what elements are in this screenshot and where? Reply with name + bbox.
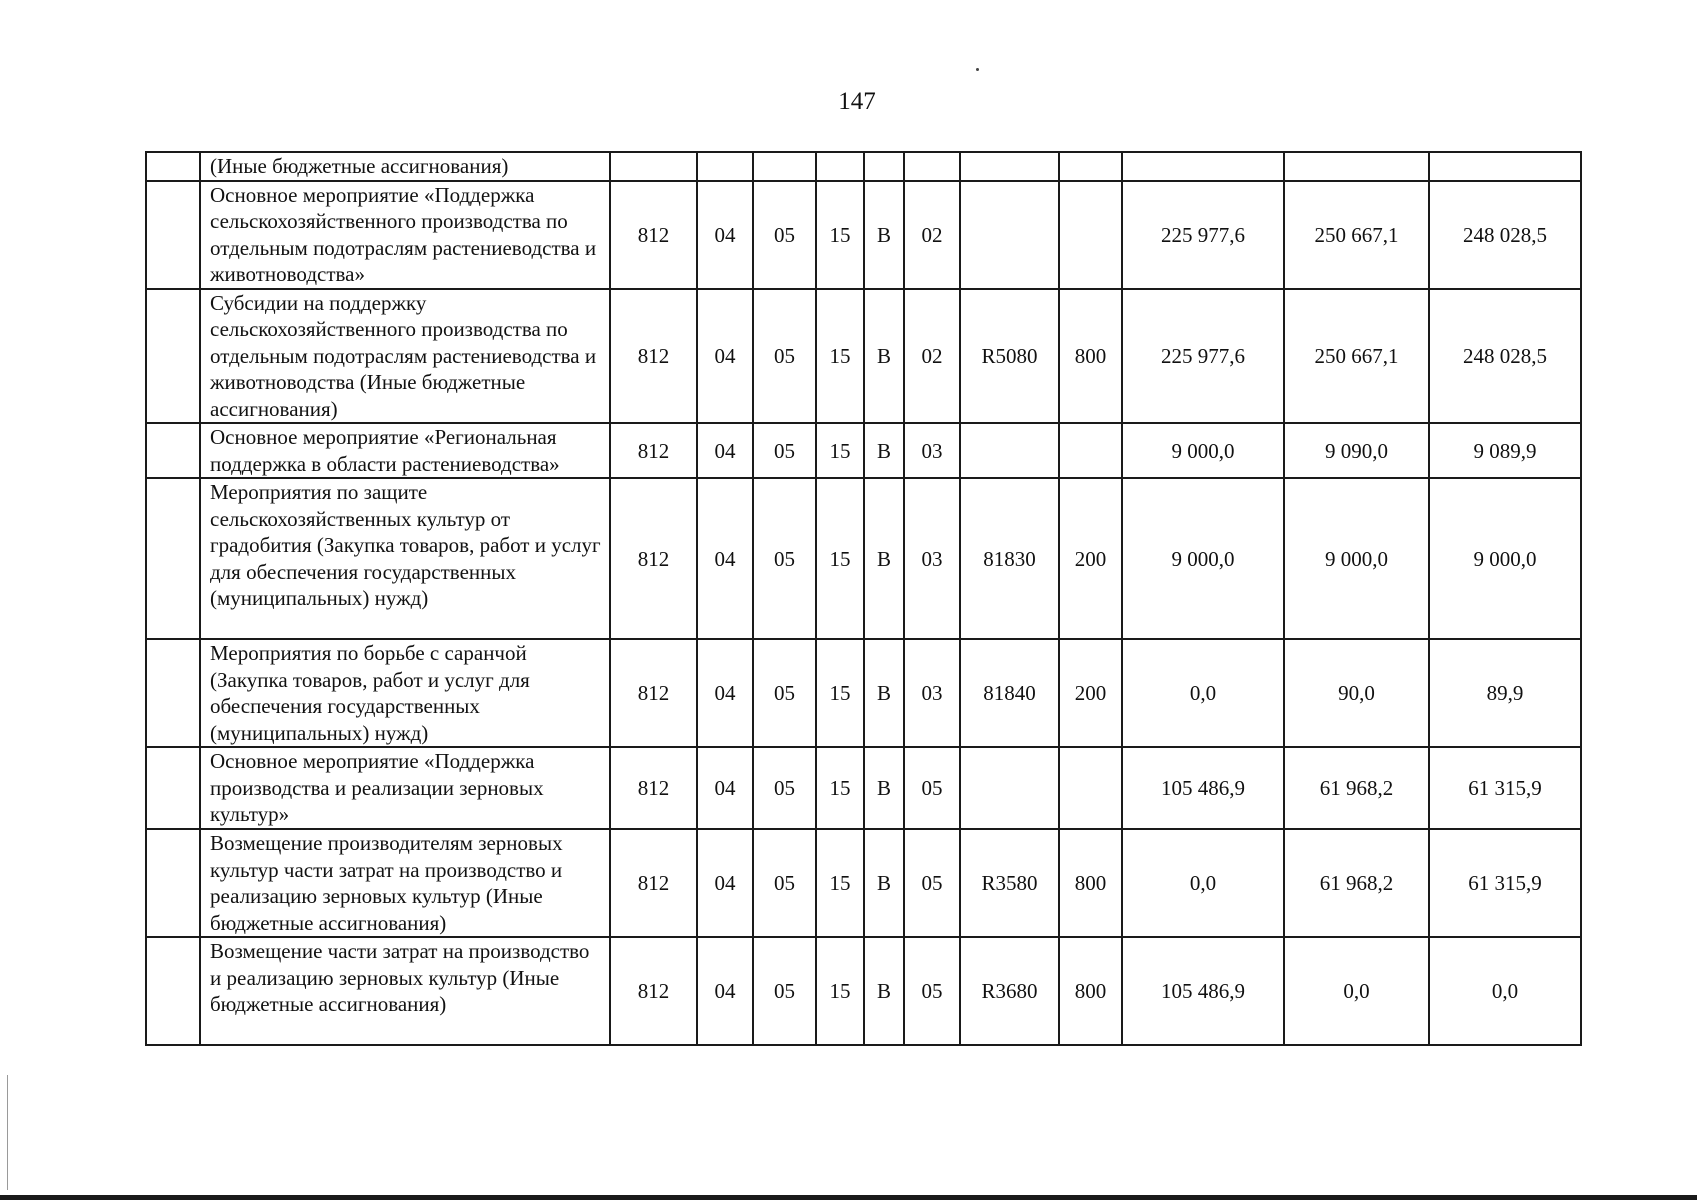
amount-year3-cell: 248 028,5 <box>1429 289 1581 424</box>
amount-year2-cell: 250 667,1 <box>1284 181 1429 289</box>
table-row <box>146 829 1581 937</box>
row-number-cell <box>146 747 200 829</box>
subsection-code-cell: 05 <box>753 747 816 829</box>
item-name-cell: Возмещение производителям зерновых культур части затрат на производство и реализацию зерновых культур (Иные бюджетные ассигнования) <box>200 829 610 937</box>
activity-code-cell: 02 <box>904 289 960 424</box>
amount-year2-cell: 90,0 <box>1284 639 1429 747</box>
direction-code-cell: 81840 <box>960 639 1059 747</box>
grbs-code-cell: 812 <box>610 181 697 289</box>
item-name-cell: Возмещение части затрат на производство и реализацию зерновых культур (Иные бюджетные ассигнования) <box>200 937 610 1045</box>
table-row <box>146 152 1581 181</box>
direction-code-cell: R5080 <box>960 289 1059 424</box>
amount-year3-cell: 89,9 <box>1429 639 1581 747</box>
table-row <box>146 478 1581 639</box>
subprogram-code-cell: В <box>864 478 904 639</box>
table-row <box>146 639 1581 747</box>
direction-code-cell: R3680 <box>960 937 1059 1045</box>
table-row <box>146 747 1581 829</box>
subsection-code-cell: 05 <box>753 289 816 424</box>
amount-year3-cell: 9 089,9 <box>1429 423 1581 478</box>
section-code-cell: 04 <box>697 478 753 639</box>
subsection-code-cell: 05 <box>753 423 816 478</box>
section-code-cell: 04 <box>697 937 753 1045</box>
amount-year2-cell: 9 000,0 <box>1284 478 1429 639</box>
program-code-cell: 15 <box>816 478 864 639</box>
item-name-cell: Основное мероприятие «Региональная поддержка в области растениеводства» <box>200 423 610 478</box>
subprogram-code-cell: В <box>864 937 904 1045</box>
grbs-code-cell <box>610 152 697 181</box>
grbs-code-cell: 812 <box>610 478 697 639</box>
program-code-cell: 15 <box>816 639 864 747</box>
subprogram-code-cell: В <box>864 181 904 289</box>
grbs-code-cell: 812 <box>610 289 697 424</box>
subprogram-code-cell <box>864 152 904 181</box>
table-row <box>146 289 1581 424</box>
grbs-code-cell: 812 <box>610 423 697 478</box>
program-code-cell: 15 <box>816 937 864 1045</box>
amount-year2-cell <box>1284 152 1429 181</box>
direction-code-cell: R3580 <box>960 829 1059 937</box>
direction-code-cell <box>960 747 1059 829</box>
subsection-code-cell: 05 <box>753 478 816 639</box>
activity-code-cell: 05 <box>904 829 960 937</box>
grbs-code-cell: 812 <box>610 937 697 1045</box>
subsection-code-cell <box>753 152 816 181</box>
expense-type-cell <box>1059 181 1122 289</box>
subsection-code-cell: 05 <box>753 937 816 1045</box>
activity-code-cell: 05 <box>904 747 960 829</box>
amount-year3-cell: 61 315,9 <box>1429 747 1581 829</box>
expense-type-cell: 800 <box>1059 937 1122 1045</box>
row-number-cell <box>146 478 200 639</box>
scan-bottom-border <box>0 1195 1697 1200</box>
amount-year2-cell: 250 667,1 <box>1284 289 1429 424</box>
row-number-cell <box>146 423 200 478</box>
amount-year1-cell: 105 486,9 <box>1122 937 1284 1045</box>
amount-year2-cell: 0,0 <box>1284 937 1429 1045</box>
amount-year3-cell: 61 315,9 <box>1429 829 1581 937</box>
activity-code-cell <box>904 152 960 181</box>
row-number-cell <box>146 829 200 937</box>
expense-type-cell: 800 <box>1059 829 1122 937</box>
item-name-cell: Мероприятия по борьбе с саранчой (Закупка товаров, работ и услуг для обеспечения государственных (муниципальных) нужд) <box>200 639 610 747</box>
row-number-cell <box>146 152 200 181</box>
row-number-cell <box>146 639 200 747</box>
program-code-cell: 15 <box>816 181 864 289</box>
subprogram-code-cell: В <box>864 639 904 747</box>
item-name-cell: (Иные бюджетные ассигнования) <box>200 152 610 181</box>
budget-table <box>145 151 1582 1046</box>
direction-code-cell <box>960 423 1059 478</box>
section-code-cell: 04 <box>697 747 753 829</box>
amount-year3-cell: 248 028,5 <box>1429 181 1581 289</box>
expense-type-cell: 200 <box>1059 639 1122 747</box>
amount-year3-cell: 9 000,0 <box>1429 478 1581 639</box>
amount-year2-cell: 61 968,2 <box>1284 829 1429 937</box>
activity-code-cell: 03 <box>904 423 960 478</box>
amount-year1-cell: 0,0 <box>1122 829 1284 937</box>
subprogram-code-cell: В <box>864 747 904 829</box>
subprogram-code-cell: В <box>864 423 904 478</box>
grbs-code-cell: 812 <box>610 639 697 747</box>
amount-year3-cell <box>1429 152 1581 181</box>
direction-code-cell <box>960 152 1059 181</box>
subprogram-code-cell: В <box>864 289 904 424</box>
grbs-code-cell: 812 <box>610 829 697 937</box>
section-code-cell: 04 <box>697 181 753 289</box>
scan-edge-line <box>7 1075 8 1190</box>
section-code-cell: 04 <box>697 289 753 424</box>
expense-type-cell: 800 <box>1059 289 1122 424</box>
section-code-cell: 04 <box>697 829 753 937</box>
program-code-cell: 15 <box>816 829 864 937</box>
expense-type-cell <box>1059 152 1122 181</box>
amount-year2-cell: 9 090,0 <box>1284 423 1429 478</box>
subprogram-code-cell: В <box>864 829 904 937</box>
activity-code-cell: 05 <box>904 937 960 1045</box>
program-code-cell: 15 <box>816 423 864 478</box>
item-name-cell: Основное мероприятие «Поддержка сельскохозяйственного производства по отдельным подотраслям растениеводства и животноводства» <box>200 181 610 289</box>
item-name-cell: Мероприятия по защите сельскохозяйственных культур от градобития (Закупка товаров, работ и услуг для обеспечения государственных (муниципальных) нужд) <box>200 478 610 639</box>
amount-year2-cell: 61 968,2 <box>1284 747 1429 829</box>
item-name-cell: Основное мероприятие «Поддержка производства и реализации зерновых культур» <box>200 747 610 829</box>
expense-type-cell <box>1059 747 1122 829</box>
subsection-code-cell: 05 <box>753 639 816 747</box>
amount-year1-cell: 9 000,0 <box>1122 423 1284 478</box>
section-code-cell: 04 <box>697 639 753 747</box>
row-number-cell <box>146 181 200 289</box>
subsection-code-cell: 05 <box>753 181 816 289</box>
row-number-cell <box>146 289 200 424</box>
program-code-cell <box>816 152 864 181</box>
item-name-cell: Субсидии на поддержку сельскохозяйственного производства по отдельным подотраслям растениеводства и животноводства (Иные бюджетные ассигнования) <box>200 289 610 424</box>
table-row <box>146 937 1581 1045</box>
scan-speck <box>976 68 979 71</box>
activity-code-cell: 03 <box>904 478 960 639</box>
table-row <box>146 423 1581 478</box>
activity-code-cell: 03 <box>904 639 960 747</box>
direction-code-cell <box>960 181 1059 289</box>
grbs-code-cell: 812 <box>610 747 697 829</box>
amount-year1-cell <box>1122 152 1284 181</box>
section-code-cell: 04 <box>697 423 753 478</box>
amount-year1-cell: 225 977,6 <box>1122 289 1284 424</box>
amount-year1-cell: 9 000,0 <box>1122 478 1284 639</box>
amount-year1-cell: 225 977,6 <box>1122 181 1284 289</box>
section-code-cell <box>697 152 753 181</box>
activity-code-cell: 02 <box>904 181 960 289</box>
program-code-cell: 15 <box>816 747 864 829</box>
amount-year1-cell: 105 486,9 <box>1122 747 1284 829</box>
amount-year1-cell: 0,0 <box>1122 639 1284 747</box>
page-number: 147 <box>838 88 876 115</box>
table-row <box>146 181 1581 289</box>
direction-code-cell: 81830 <box>960 478 1059 639</box>
expense-type-cell <box>1059 423 1122 478</box>
row-number-cell <box>146 937 200 1045</box>
subsection-code-cell: 05 <box>753 829 816 937</box>
expense-type-cell: 200 <box>1059 478 1122 639</box>
program-code-cell: 15 <box>816 289 864 424</box>
amount-year3-cell: 0,0 <box>1429 937 1581 1045</box>
